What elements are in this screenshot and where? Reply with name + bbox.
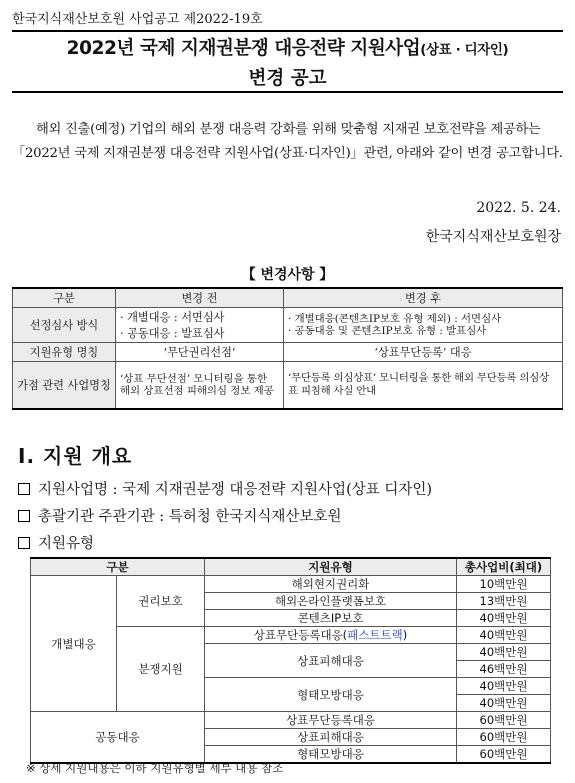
support-type: 상표무단등록대응 — [205, 712, 457, 729]
support-type: 콘텐츠IP보호 — [205, 610, 457, 627]
changes-header-category: 구분 — [13, 288, 116, 308]
intro-text: 해외 진출(예정) 기업의 해외 분쟁 대응력 강화를 위해 맞춤형 지재권 보호전략을 제공하는「2022년 국제 지재권분쟁 대응전략 지원사업(상표·디자인)」관련, 아래와 같이 변경 공고합니다. — [12, 122, 563, 161]
support-type: 상표피해대응 — [205, 729, 457, 746]
notice-date: 2022. 5. 24. — [476, 200, 561, 216]
table-row — [13, 343, 563, 362]
bullet-text: 총괄기관 주관기관 : 특허청 한국지식재산보호원 — [38, 509, 342, 525]
changes-header-row — [13, 288, 563, 308]
title-box — [12, 30, 563, 93]
cell-line: · 개별대응(콘텐츠IP보호 유형 제외) : 서면심사 — [288, 313, 502, 325]
bullet-support-types — [18, 532, 94, 553]
section-title: Ⅰ. 지원 개요 — [18, 444, 133, 468]
subgroup-dispute: 분쟁지원 — [117, 627, 205, 712]
row-label: 선정심사 방식 — [13, 308, 116, 343]
changes-header-after: 변경 후 — [284, 288, 563, 308]
changes-header-before: 변경 전 — [116, 288, 284, 308]
table-row — [13, 362, 563, 409]
fast-track-label: 패스트트랙 — [347, 628, 403, 642]
subgroup-rights: 권리보호 — [117, 576, 205, 627]
bullet-program-name — [18, 478, 432, 499]
support-type: 형태모방대응 — [205, 678, 457, 712]
cell-line: · 공동대응 및 콘텐츠IP보호 유형 : 발표심사 — [288, 325, 487, 337]
group-individual: 개별대응 — [31, 576, 117, 712]
support-amount: 60백만원 — [457, 712, 551, 729]
support-amount: 40백만원 — [457, 627, 551, 644]
changes-table — [12, 287, 563, 410]
title-main: 2022년 국제 지재권분쟁 대응전략 지원사업 — [66, 37, 421, 59]
support-type-trademark — [205, 627, 457, 644]
support-type: 형태모방대응 — [205, 746, 457, 764]
support-amount: 40백만원 — [457, 678, 551, 695]
support-amount: 46백만원 — [457, 661, 551, 678]
support-type: 상표피해대응 — [205, 644, 457, 678]
row-label: 지원유형 명칭 — [13, 343, 116, 362]
checkbox-square-icon — [18, 510, 30, 522]
cell-line: · 개별대응 : 서면심사 — [120, 311, 225, 324]
checkbox-square-icon — [18, 483, 30, 495]
table-row — [31, 576, 551, 593]
support-header-amount: 총사업비(최대) — [457, 558, 551, 576]
document-number: 한국지식재산보호원 사업공고 제2022-19호 — [12, 12, 263, 27]
support-header-row — [31, 558, 551, 576]
cell-line: · 공동대응 : 발표심사 — [120, 327, 225, 340]
support-header-type: 지원유형 — [205, 558, 457, 576]
support-amount: 40백만원 — [457, 644, 551, 661]
support-types-table — [30, 557, 551, 764]
support-amount: 40백만원 — [457, 695, 551, 712]
support-type-text: 상표무단등록대응( — [253, 628, 348, 642]
table-row — [31, 712, 551, 729]
bullet-text: 지원사업명 : 국제 지재권분쟁 대응전략 지원사업(상표 디자인) — [38, 482, 433, 498]
cell-after: ‘무단등록 의심상표’ 모니터링을 통한 해외 무단등록 의심상표 피침해 사실 안내 — [284, 362, 563, 409]
row-label: 가점 관련 사업명칭 — [13, 362, 116, 409]
bullet-text: 지원유형 — [38, 536, 95, 552]
title-subtitle: (상표 · 디자인) — [420, 41, 509, 58]
bullet-organizers — [18, 505, 341, 526]
cell-after: ‘상표무단등록’ 대응 — [284, 343, 563, 362]
page-title — [67, 34, 509, 60]
issuer-name: 한국지식재산보호원장 — [425, 229, 561, 245]
cell-before — [116, 308, 284, 343]
support-header-category: 구분 — [31, 558, 205, 576]
support-amount: 40백만원 — [457, 610, 551, 627]
changes-heading: 【 변경사항 】 — [241, 267, 334, 283]
group-joint: 공동대응 — [31, 712, 205, 764]
support-type: 해외온라인플랫폼보호 — [205, 593, 457, 610]
checkbox-square-icon — [18, 537, 30, 549]
support-amount: 13백만원 — [457, 593, 551, 610]
cell-before: ‘무단권리선점’ — [116, 343, 284, 362]
cell-after — [284, 308, 563, 343]
support-amount: 10백만원 — [457, 576, 551, 593]
title-change-notice: 변경 공고 — [248, 67, 327, 89]
footnote: ※ 상세 지원내용은 이하 지원유형별 세부 내용 참조 — [26, 761, 284, 775]
support-type: 해외현지권리화 — [205, 576, 457, 593]
support-type-text: ) — [402, 628, 408, 642]
table-row — [13, 308, 563, 343]
cell-before: ‘상표 무단선점’ 모니터링을 통한 해외 상표선점 피해의심 정보 제공 — [116, 362, 284, 409]
support-amount: 60백만원 — [457, 729, 551, 746]
support-amount: 60백만원 — [457, 746, 551, 764]
intro-paragraph — [12, 118, 563, 166]
